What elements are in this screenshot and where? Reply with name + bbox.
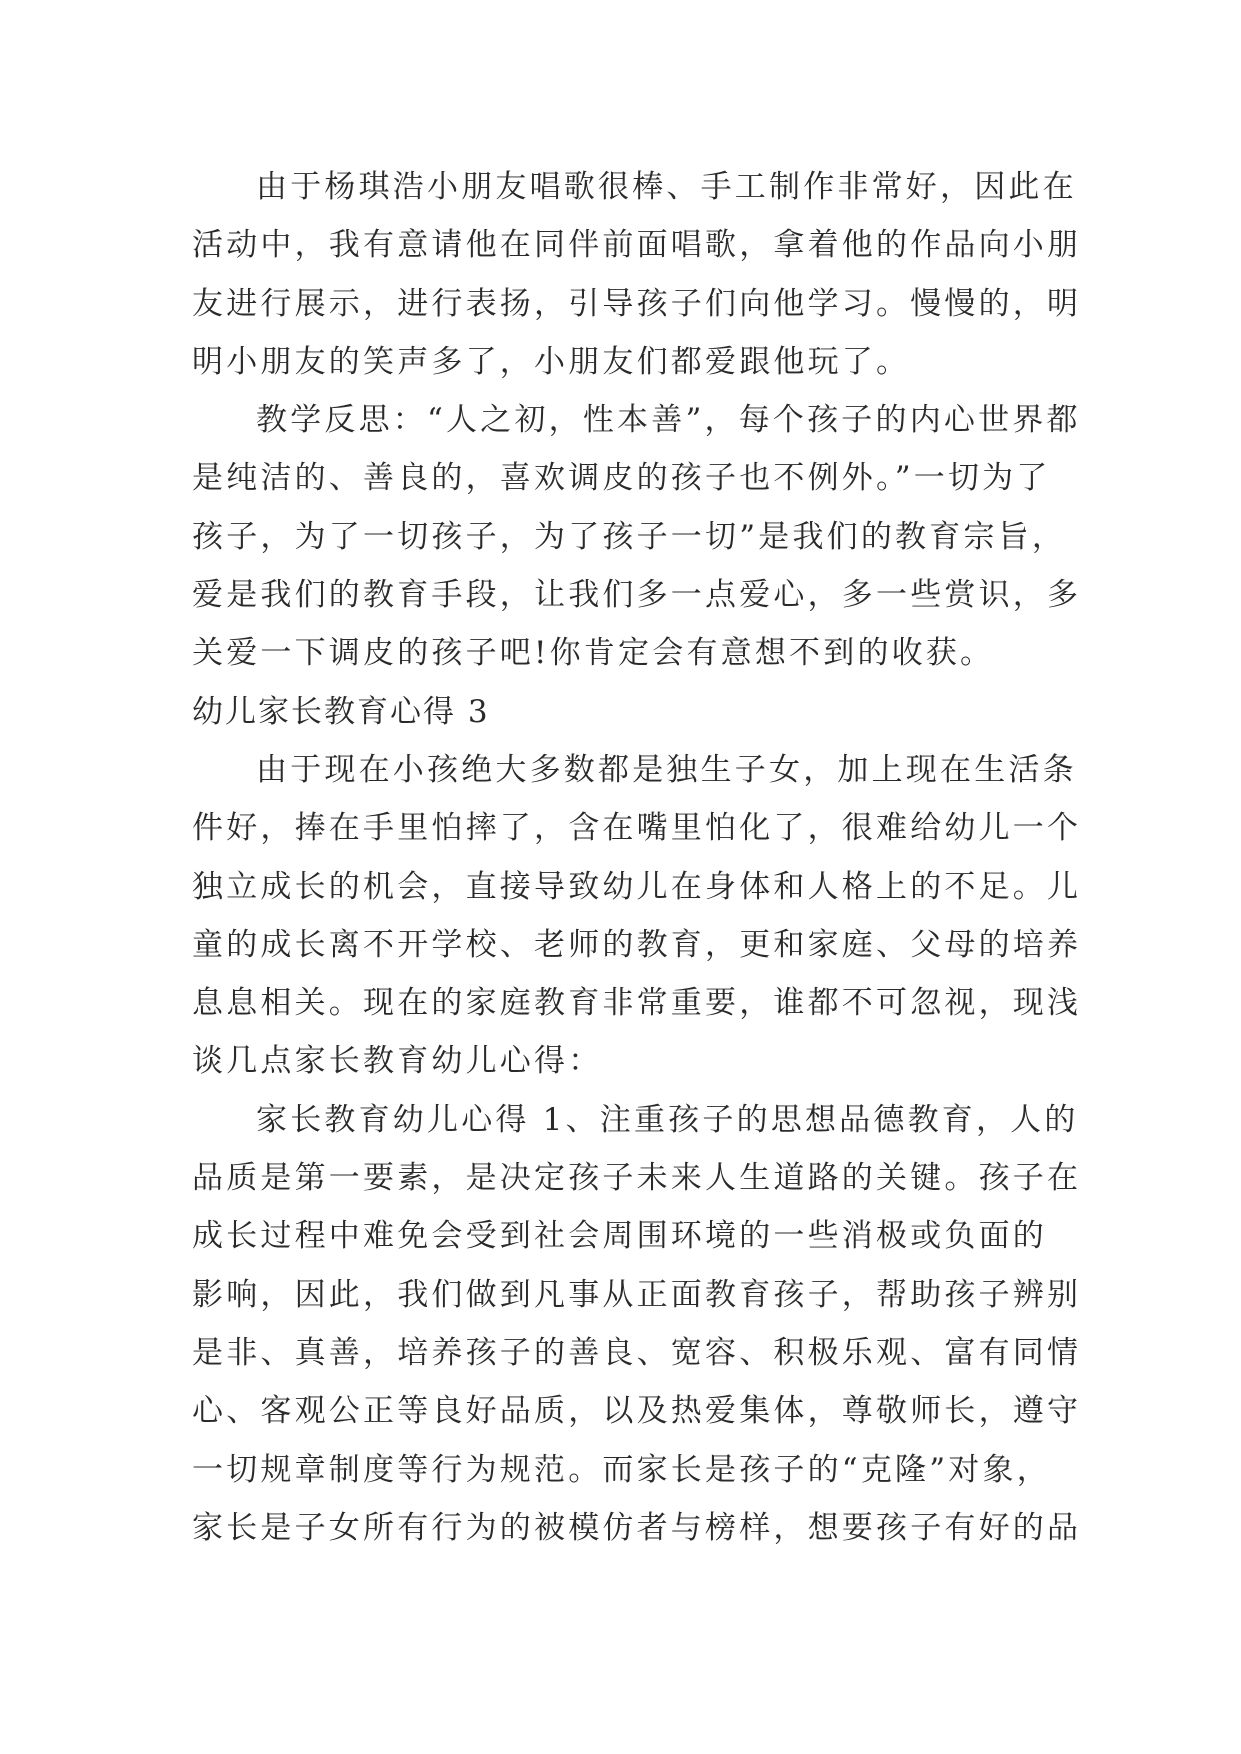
text-line: 明小朋友的笑声多了，小朋友们都爱跟他玩了。 <box>192 343 911 380</box>
text-line: 是纯洁的、善良的，喜欢调皮的孩子也不例外。”一切为了 <box>192 460 1051 497</box>
text-line: 由于现在小孩绝大多数都是独生子女，加上现在生活条 <box>256 751 1077 788</box>
text-line: 心、客观公正等良好品质，以及热爱集体，尊敬师长，遵守 <box>192 1393 1082 1430</box>
text-line: 是非、真善，培养孩子的善良、宽容、积极乐观、富有同情 <box>192 1334 1082 1371</box>
paragraph <box>192 158 1082 391</box>
text-line: 件好，捧在手里怕摔了，含在嘴里怕化了，很难给幼儿一个 <box>192 810 1082 847</box>
text-line: 一切规章制度等行为规范。而家长是孩子的“克隆”对象， <box>192 1451 1051 1488</box>
text-line: 影响，因此，我们做到凡事从正面教育孩子，帮助孩子辨别 <box>192 1276 1082 1313</box>
paragraph <box>192 1091 1082 1557</box>
paragraph <box>192 391 1082 682</box>
text-line: 家长是子女所有行为的被模仿者与榜样，想要孩子有好的品 <box>192 1509 1082 1546</box>
text-line: 成长过程中难免会受到社会周围环境的一些消极或负面的 <box>192 1218 1047 1255</box>
text-line: 由于杨琪浩小朋友唱歌很棒、手工制作非常好，因此在 <box>256 169 1077 205</box>
text-line: 关爱一下调皮的孩子吧!你肯定会有意想不到的收获。 <box>192 635 995 672</box>
text-line: 谈几点家长教育幼儿心得： <box>192 1043 603 1080</box>
text-line: 活动中，我有意请他在同伴前面唱歌，拿着他的作品向小朋 <box>192 227 1082 264</box>
section-title: 幼儿家长教育心得 3 <box>192 693 490 730</box>
text-line: 友进行展示，进行表扬，引导孩子们向他学习。慢慢的，明 <box>192 285 1082 322</box>
text-line: 爱是我们的教育手段，让我们多一点爱心，多一些赏识，多 <box>192 577 1082 614</box>
text-line: 童的成长离不开学校、老师的教育，更和家庭、父母的培养 <box>192 926 1082 963</box>
text-line: 息息相关。现在的家庭教育非常重要，谁都不可忽视，现浅 <box>192 985 1082 1022</box>
document-body <box>192 158 1082 1557</box>
text-line: 家长教育幼儿心得 1、注重孩子的思想品德教育，人的 <box>256 1101 1079 1138</box>
text-line: 教学反思：“人之初，性本善”，每个孩子的内心世界都 <box>256 402 1081 439</box>
text-line: 品质是第一要素，是决定孩子未来人生道路的关键。孩子在 <box>192 1160 1082 1197</box>
text-line: 独立成长的机会，直接导致幼儿在身体和人格上的不足。儿 <box>192 868 1082 905</box>
paragraph <box>192 741 1082 1091</box>
text-line: 孩子，为了一切孩子，为了孩子一切”是我们的教育宗旨， <box>192 518 1067 555</box>
